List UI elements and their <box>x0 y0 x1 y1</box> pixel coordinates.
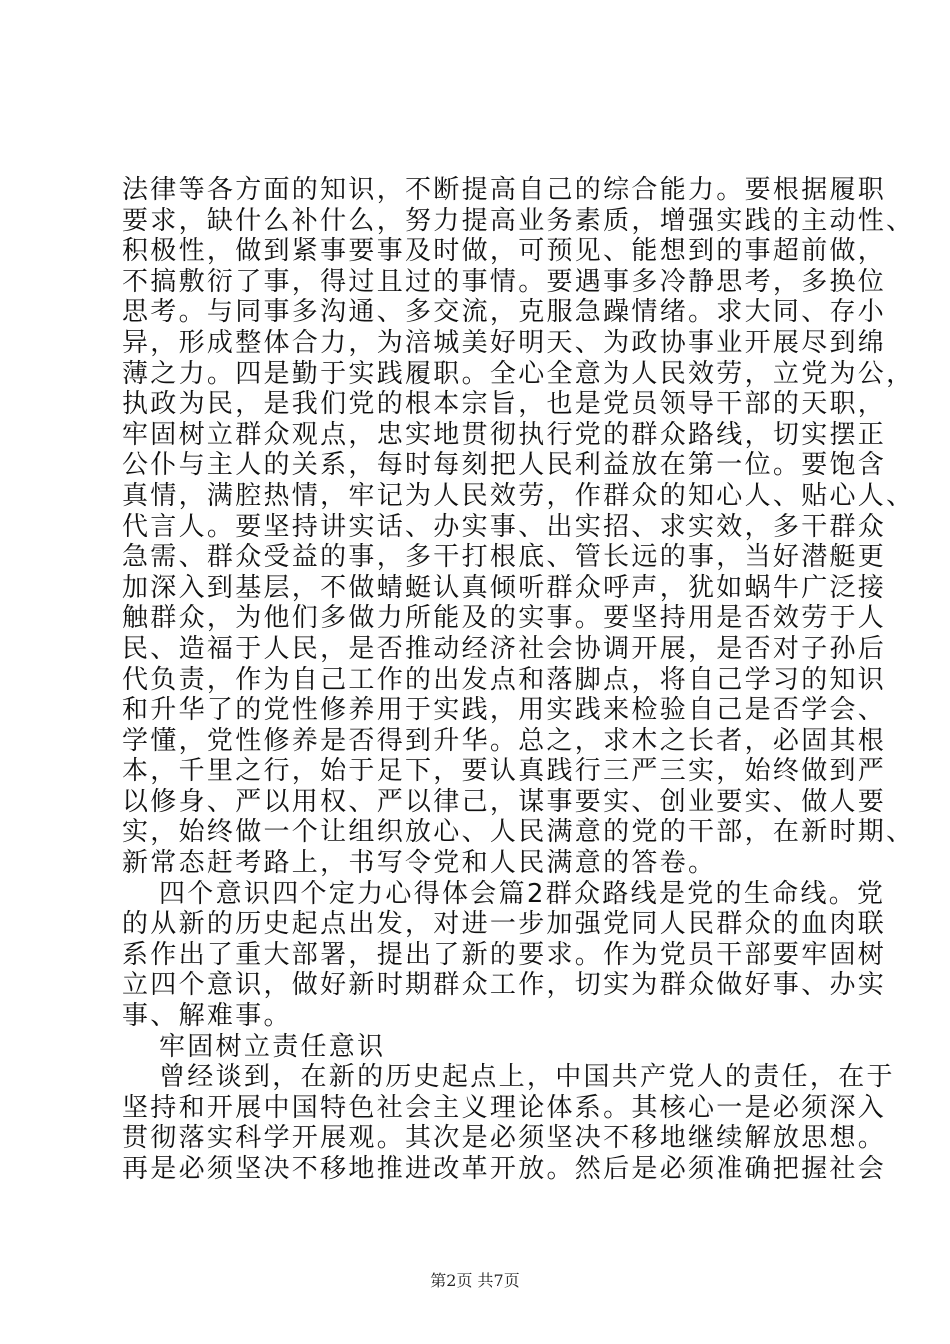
text-line: 四个意识四个定力心得体会篇2群众路线是党的生命线。党 <box>159 878 886 909</box>
text-line: 牢固树立群众观点，忠实地贯彻执行党的群众路线，切实摆正 <box>122 419 887 450</box>
text-line: 坚持和开展中国特色社会主义理论体系。其核心一是必须深入 <box>122 1092 887 1123</box>
text-line: 思考。与同事多沟通、多交流，克服急躁情绪。求大同、存小 <box>122 297 887 328</box>
text-line: 事、解难事。 <box>122 1001 292 1032</box>
text-line: 触群众，为他们多做力所能及的实事。要坚持用是否效劳于人 <box>122 603 887 634</box>
text-line: 以修身、严以用权、严以律己，谋事要实、创业要实、做人要 <box>122 786 887 817</box>
text-line: 不搞敷衍了事，得过且过的事情。要遇事多冷静思考，多换位 <box>122 266 887 297</box>
text-line: 代负责，作为自己工作的出发点和落脚点，将自己学习的知识 <box>122 664 887 695</box>
text-line: 实，始终做一个让组织放心、人民满意的党的干部，在新时期、 <box>122 817 915 848</box>
text-line: 薄之力。四是勤于实践履职。全心全意为人民效劳，立党为公， <box>122 358 915 389</box>
text-line: 的从新的历史起点出发，对进一步加强党同人民群众的血肉联 <box>122 909 887 940</box>
text-line: 执政为民，是我们党的根本宗旨，也是党员领导干部的天职， <box>122 389 887 420</box>
text-line: 加深入到基层，不做蜻蜓认真倾听群众呼声，犹如蜗牛广泛接 <box>122 572 887 603</box>
text-line: 学懂，党性修养是否得到升华。总之，求木之长者，必固其根 <box>122 725 887 756</box>
text-line: 本，千里之行，始于足下，要认真践行三严三实，始终做到严 <box>122 756 887 787</box>
text-line: 贯彻落实科学开展观。其次是必须坚决不移地继续解放思想。 <box>122 1123 887 1154</box>
text-line: 真情，满腔热情，牢记为人民效劳，作群众的知心人、贴心人、 <box>122 480 915 511</box>
document-body <box>122 175 922 1185</box>
text-line: 系作出了重大部署，提出了新的要求。作为党员干部要牢固树 <box>122 939 887 970</box>
page-footer: 第2页 共7页 <box>430 1271 520 1290</box>
text-line: 牢固树立责任意识 <box>159 1031 386 1062</box>
text-line: 曾经谈到，在新的历史起点上，中国共产党人的责任，在于 <box>159 1062 895 1093</box>
text-line: 代言人。要坚持讲实话、办实事、出实招、求实效，多干群众 <box>122 511 887 542</box>
text-line: 新常态赶考路上，书写令党和人民满意的答卷。 <box>122 848 717 879</box>
text-line: 再是必须坚决不移地推进改革开放。然后是必须准确把握社会 <box>122 1154 887 1184</box>
text-line: 异，形成整体合力，为涪城美好明天、为政协事业开展尽到绵 <box>122 327 887 358</box>
text-line: 急需、群众受益的事，多干打根底、管长远的事，当好潜艇更 <box>122 542 887 573</box>
text-line: 民、造福于人民，是否推动经济社会协调开展，是否对子孙后 <box>122 633 887 664</box>
text-line: 积极性，做到紧事要事及时做，可预见、能想到的事超前做， <box>122 236 887 267</box>
text-line: 和升华了的党性修养用于实践，用实践来检验自己是否学会、 <box>122 695 887 726</box>
text-line: 公仆与主人的关系，每时每刻把人民利益放在第一位。要饱含 <box>122 450 887 481</box>
text-line: 要求，缺什么补什么，努力提高业务素质，增强实践的主动性、 <box>122 205 915 236</box>
text-line: 法律等各方面的知识，不断提高自己的综合能力。要根据履职 <box>122 175 887 205</box>
text-line: 立四个意识，做好新时期群众工作，切实为群众做好事、办实 <box>122 970 887 1001</box>
